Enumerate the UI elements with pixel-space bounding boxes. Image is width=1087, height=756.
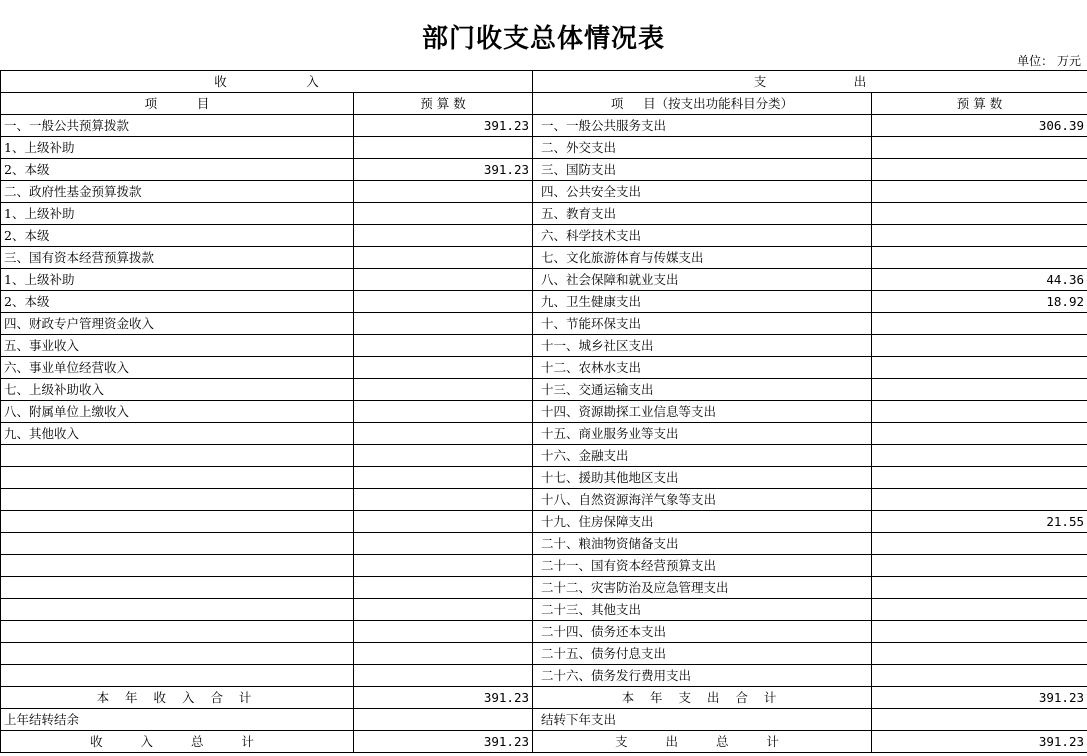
expense-item-value [872, 643, 1087, 665]
income-grand-total-value: 391.23 [354, 731, 533, 753]
table-row [1, 511, 1087, 533]
table-row [1, 357, 1087, 379]
header-row-columns [1, 93, 1087, 115]
table-row [1, 335, 1087, 357]
income-item-value [354, 643, 533, 665]
income-item-value [354, 379, 533, 401]
income-item-label: 四、财政专户管理资金收入 [1, 313, 354, 335]
expense-item-label: 十六、金融支出 [533, 445, 872, 467]
income-item-value [354, 489, 533, 511]
expense-item-value [872, 577, 1087, 599]
income-item-label: 六、事业单位经营收入 [1, 357, 354, 379]
carry-out-label: 结转下年支出 [533, 709, 872, 731]
income-item-label: 三、国有资本经营预算拨款 [1, 247, 354, 269]
expense-item-label: 一、一般公共服务支出 [533, 115, 872, 137]
table-row [1, 291, 1087, 313]
table-row [1, 115, 1087, 137]
header-row-section [1, 71, 1087, 93]
income-item-value [354, 665, 533, 687]
income-item-label [1, 643, 354, 665]
income-item-label [1, 555, 354, 577]
table-row [1, 665, 1087, 687]
carry-out-value [872, 709, 1087, 731]
expense-item-label: 十九、住房保障支出 [533, 511, 872, 533]
expense-item-value [872, 401, 1087, 423]
income-item-label: 二、政府性基金预算拨款 [1, 181, 354, 203]
income-grand-total-label: 收 入 总 计 [1, 731, 354, 753]
expense-item-value [872, 445, 1087, 467]
table-row [1, 621, 1087, 643]
expense-item-value [872, 423, 1087, 445]
page-title: 部门收支总体情况表 [421, 24, 665, 54]
year-income-total-value: 391.23 [354, 687, 533, 709]
expense-item-value [872, 489, 1087, 511]
expense-item-label: 二十五、债务付息支出 [533, 643, 872, 665]
expense-amount-header: 预 算 数 [872, 93, 1087, 115]
income-item-value [354, 137, 533, 159]
table-row [1, 423, 1087, 445]
table-row [1, 203, 1087, 225]
year-income-total-label: 本 年 收 入 合 计 [1, 687, 354, 709]
income-item-value [354, 511, 533, 533]
income-amount-header: 预 算 数 [354, 93, 533, 115]
income-item-value: 391.23 [354, 115, 533, 137]
income-item-label [1, 665, 354, 687]
expense-item-label: 十四、资源勘探工业信息等支出 [533, 401, 872, 423]
income-item-value [354, 555, 533, 577]
expense-item-label: 九、卫生健康支出 [533, 291, 872, 313]
expense-item-value [872, 357, 1087, 379]
income-header-label: 收 入 [214, 74, 319, 89]
income-item-value [354, 181, 533, 203]
expense-header [533, 71, 1087, 93]
unit-label: 单位： 万元 [1017, 54, 1081, 68]
expense-item-label: 二十三、其他支出 [533, 599, 872, 621]
income-item-value [354, 225, 533, 247]
income-item-label: 2、本级 [1, 159, 354, 181]
expense-item-value [872, 313, 1087, 335]
expense-item-value [872, 467, 1087, 489]
income-item-label [1, 511, 354, 533]
expense-grand-total-value: 391.23 [872, 731, 1087, 753]
expense-item-value: 18.92 [872, 291, 1087, 313]
income-item-value [354, 269, 533, 291]
income-item-label [1, 577, 354, 599]
budget-table [0, 70, 1087, 753]
income-item-value [354, 599, 533, 621]
expense-item-label: 二十四、债务还本支出 [533, 621, 872, 643]
expense-header-label: 支 出 [753, 74, 867, 89]
grand-total-row [1, 731, 1087, 753]
expense-item-value [872, 665, 1087, 687]
expense-item-value [872, 621, 1087, 643]
expense-item-label: 二十二、灾害防治及应急管理支出 [533, 577, 872, 599]
income-item-label: 八、附属单位上缴收入 [1, 401, 354, 423]
income-item-value [354, 445, 533, 467]
year-expense-total-label: 本 年 支 出 合 计 [533, 687, 872, 709]
income-item-value [354, 401, 533, 423]
carry-row [1, 709, 1087, 731]
year-expense-total-value: 391.23 [872, 687, 1087, 709]
table-row [1, 643, 1087, 665]
carry-in-value [354, 709, 533, 731]
income-item-label [1, 621, 354, 643]
expense-grand-total-label: 支 出 总 计 [533, 731, 872, 753]
income-item-value [354, 247, 533, 269]
expense-item-label: 八、社会保障和就业支出 [533, 269, 872, 291]
income-item-label: 2、本级 [1, 291, 354, 313]
table-row [1, 467, 1087, 489]
expense-item-label: 十三、交通运输支出 [533, 379, 872, 401]
income-item-label [1, 489, 354, 511]
income-item-value [354, 621, 533, 643]
table-row [1, 269, 1087, 291]
table-row [1, 247, 1087, 269]
income-item-label: 五、事业收入 [1, 335, 354, 357]
table-row [1, 599, 1087, 621]
income-item-value [354, 357, 533, 379]
table-row [1, 489, 1087, 511]
expense-item-label: 十八、自然资源海洋气象等支出 [533, 489, 872, 511]
income-item-label: 2、本级 [1, 225, 354, 247]
income-item-value [354, 577, 533, 599]
income-item-header: 项 目 [1, 93, 354, 115]
income-item-value [354, 203, 533, 225]
expense-item-label: 二十一、国有资本经营预算支出 [533, 555, 872, 577]
table-row [1, 379, 1087, 401]
income-item-label: 九、其他收入 [1, 423, 354, 445]
expense-item-value [872, 533, 1087, 555]
income-item-label: 1、上级补助 [1, 269, 354, 291]
expense-item-value [872, 137, 1087, 159]
expense-item-value [872, 335, 1087, 357]
expense-item-value: 21.55 [872, 511, 1087, 533]
table-row [1, 225, 1087, 247]
income-item-value [354, 467, 533, 489]
expense-item-value [872, 247, 1087, 269]
expense-item-label: 七、文化旅游体育与传媒支出 [533, 247, 872, 269]
table-row [1, 159, 1087, 181]
expense-item-label: 二、外交支出 [533, 137, 872, 159]
table-row [1, 533, 1087, 555]
expense-item-value: 306.39 [872, 115, 1087, 137]
table-row [1, 555, 1087, 577]
expense-item-label: 十五、商业服务业等支出 [533, 423, 872, 445]
table-row [1, 577, 1087, 599]
expense-item-label: 五、教育支出 [533, 203, 872, 225]
income-item-label: 1、上级补助 [1, 137, 354, 159]
expense-item-value [872, 599, 1087, 621]
expense-item-label: 十二、农林水支出 [533, 357, 872, 379]
carry-in-label: 上年结转结余 [1, 709, 354, 731]
income-item-value [354, 423, 533, 445]
expense-item-label: 四、公共安全支出 [533, 181, 872, 203]
expense-item-label: 六、科学技术支出 [533, 225, 872, 247]
income-item-value [354, 291, 533, 313]
income-item-value: 391.23 [354, 159, 533, 181]
income-item-label: 七、上级补助收入 [1, 379, 354, 401]
income-item-label [1, 445, 354, 467]
table-row [1, 401, 1087, 423]
table-row [1, 445, 1087, 467]
expense-item-label: 三、国防支出 [533, 159, 872, 181]
expense-item-header: 项 目（按支出功能科目分类） [533, 93, 872, 115]
income-item-value [354, 533, 533, 555]
table-row [1, 313, 1087, 335]
year-total-row [1, 687, 1087, 709]
expense-item-label: 二十、粮油物资储备支出 [533, 533, 872, 555]
expense-item-value [872, 203, 1087, 225]
expense-item-label: 十一、城乡社区支出 [533, 335, 872, 357]
income-item-label: 一、一般公共预算拨款 [1, 115, 354, 137]
expense-item-value: 44.36 [872, 269, 1087, 291]
income-item-label [1, 467, 354, 489]
expense-item-value [872, 379, 1087, 401]
table-row [1, 181, 1087, 203]
expense-item-value [872, 225, 1087, 247]
income-header [1, 71, 533, 93]
expense-item-label: 十七、援助其他地区支出 [533, 467, 872, 489]
income-item-value [354, 313, 533, 335]
expense-item-label: 二十六、债务发行费用支出 [533, 665, 872, 687]
income-item-label: 1、上级补助 [1, 203, 354, 225]
income-item-label [1, 599, 354, 621]
expense-item-value [872, 181, 1087, 203]
income-item-value [354, 335, 533, 357]
table-row [1, 137, 1087, 159]
income-item-label [1, 533, 354, 555]
expense-item-value [872, 555, 1087, 577]
expense-item-label: 十、节能环保支出 [533, 313, 872, 335]
expense-item-value [872, 159, 1087, 181]
